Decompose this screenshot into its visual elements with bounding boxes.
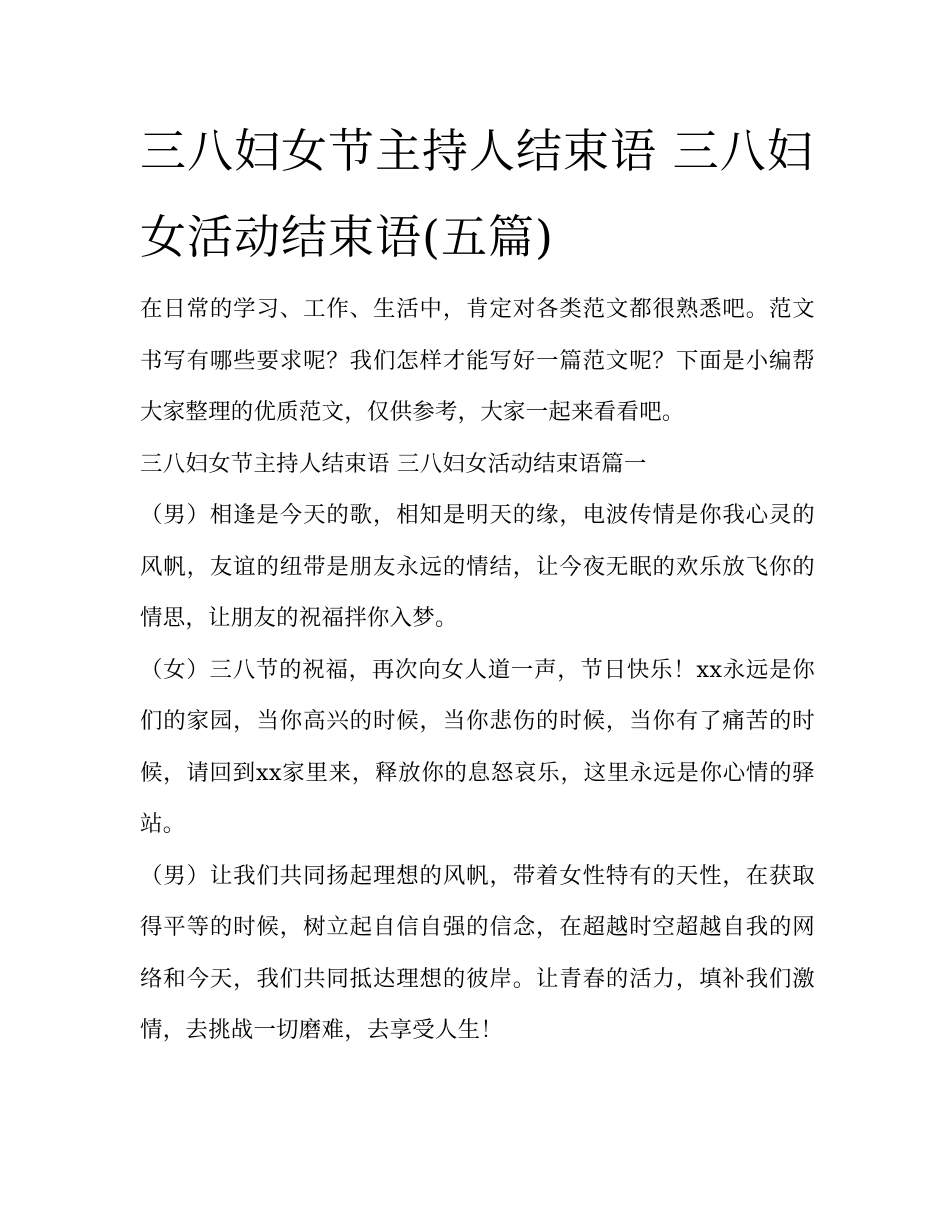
intro-paragraph: 在日常的学习、工作、生活中，肯定对各类范文都很熟悉吧。范文书写有哪些要求呢？我们怎样才能写好一篇范文呢？下面是小编帮大家整理的优质范文，仅供参考，大家一起来看看吧。	[140, 296, 815, 425]
body-paragraph-female-1: （女）三八节的祝福，再次向女人道一声，节日快乐！xx永远是你们的家园，当你高兴的时候，当你悲伤的时候，当你有了痛苦的时候，请回到xx家里来，释放你的息怒哀乐，这里永远是你心情的驿站。	[140, 656, 815, 837]
document-title: 三八妇女节主持人结束语 三八妇女活动结束语(五篇)	[140, 124, 814, 264]
body-paragraph-male-1: （男）相逢是今天的歌，相知是明天的缘，电波传情是你我心灵的风帆，友谊的纽带是朋友永远的情结，让今夜无眠的欢乐放飞你的情思，让朋友的祝福拌你入梦。	[140, 502, 815, 631]
document-page	[140, 108, 815, 1057]
section-heading: 三八妇女节主持人结束语 三八妇女活动结束语篇一	[140, 450, 647, 477]
body-paragraph-male-2: （男）让我们共同扬起理想的风帆，带着女性特有的天性，在获取得平等的时候，树立起自信自强的信念，在超越时空超越自我的网络和今天，我们共同抵达理想的彼岸。让青春的活力，填补我们激情，去挑战一切磨难，去享受人生！	[140, 862, 815, 1043]
